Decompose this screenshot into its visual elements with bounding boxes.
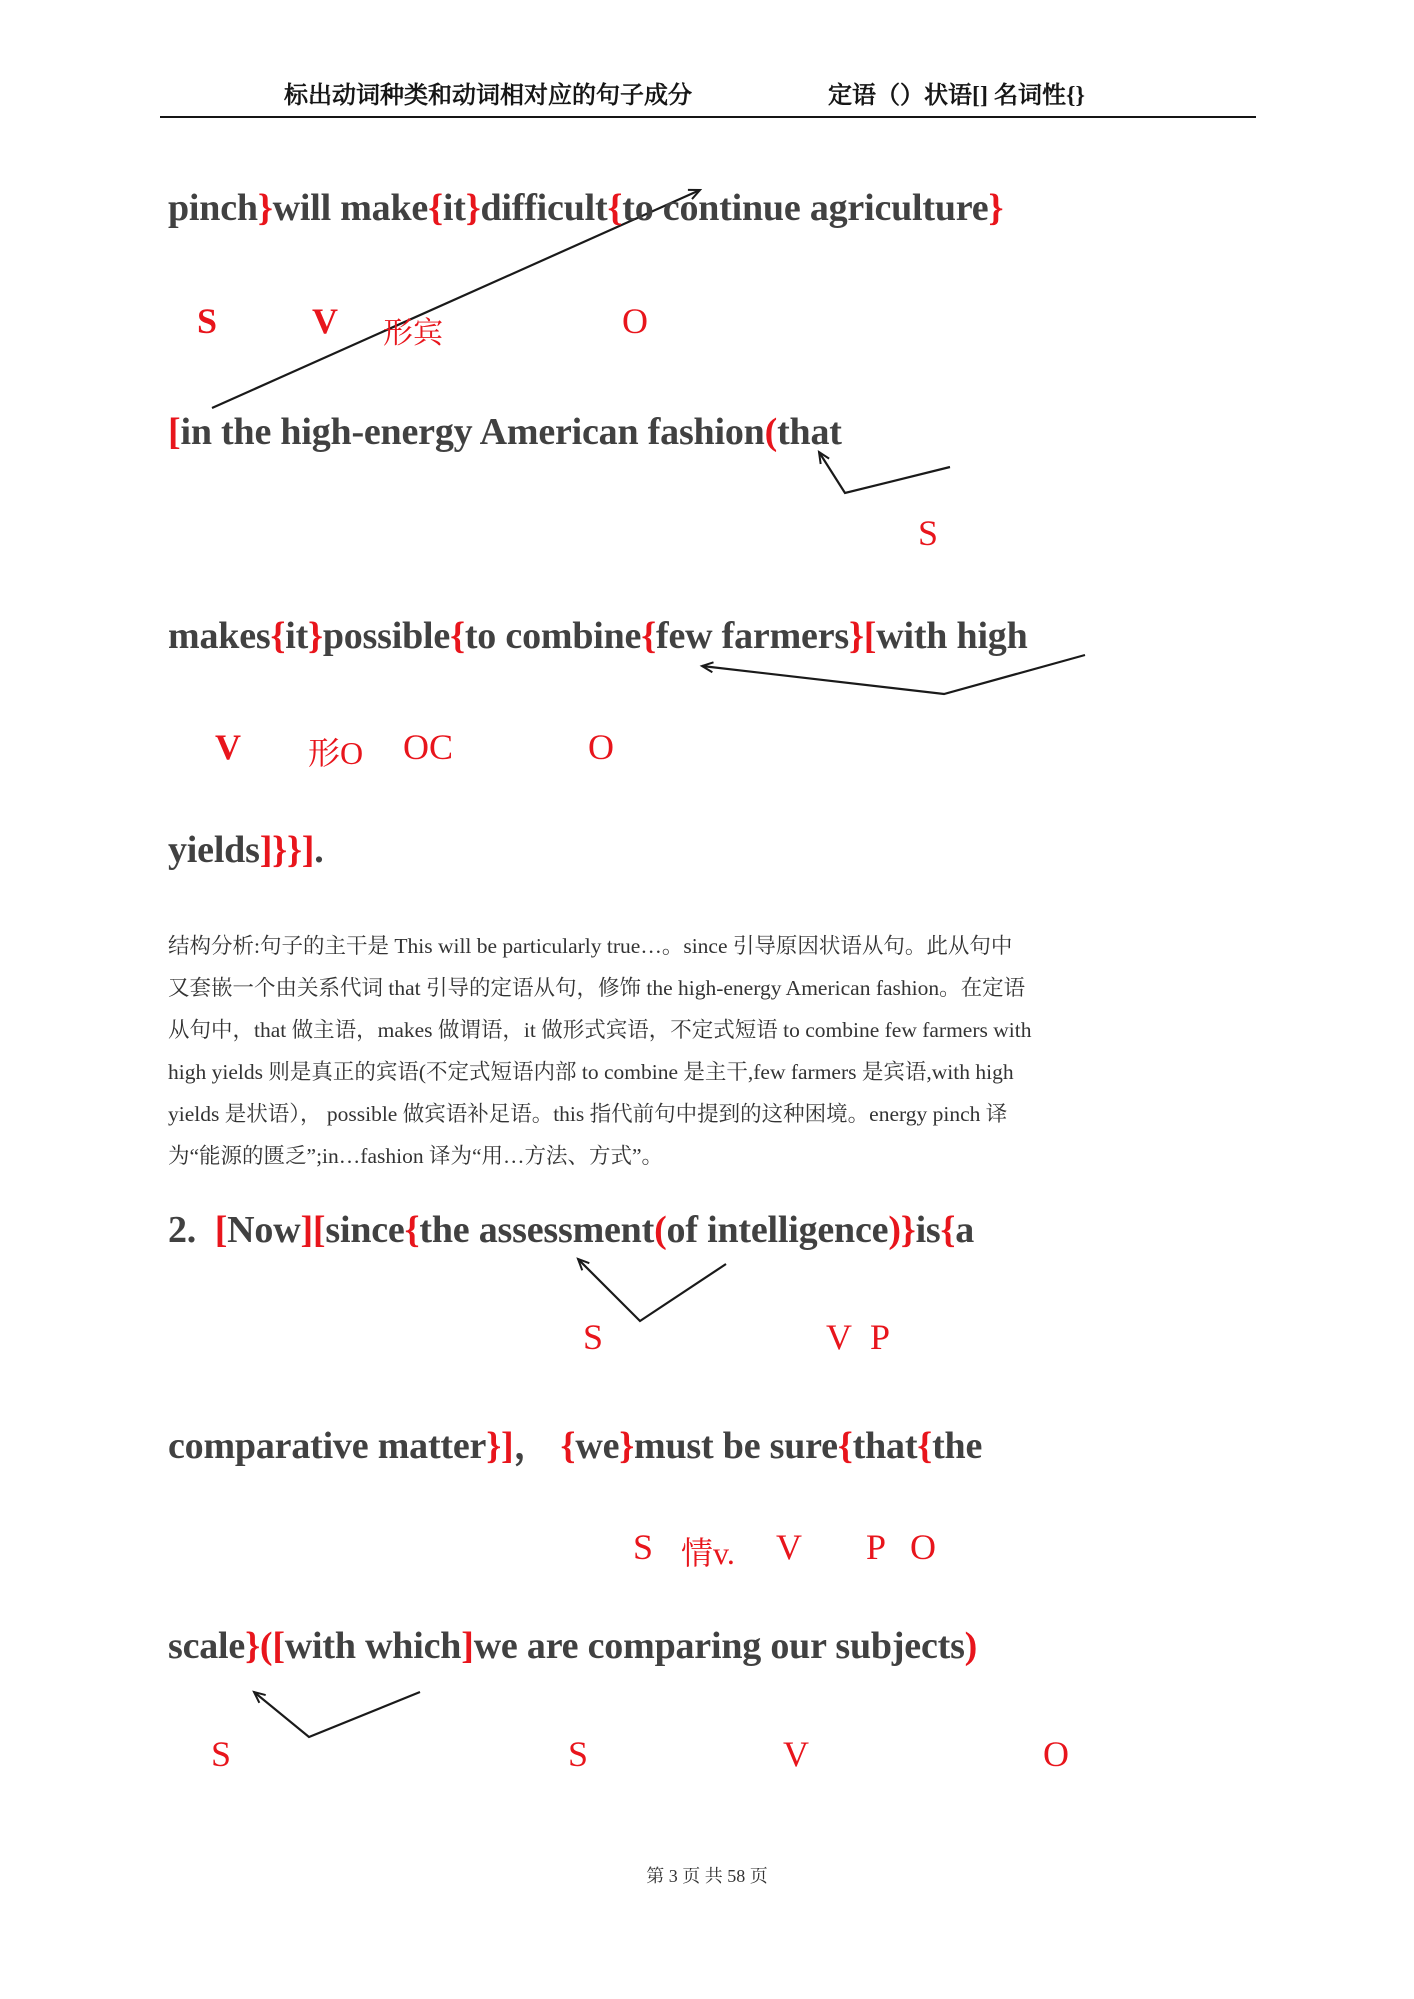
label-subject-5b: S bbox=[568, 1734, 589, 1774]
sentence-line-5 bbox=[168, 1208, 974, 1252]
text-segment: will make bbox=[272, 187, 429, 229]
label-subject-5a: S bbox=[211, 1734, 232, 1774]
label-verb-4: V bbox=[776, 1527, 802, 1567]
sentence-line-2 bbox=[168, 410, 842, 454]
text-segment: a bbox=[955, 1209, 975, 1251]
text-segment: ) bbox=[964, 1625, 978, 1667]
text-segment: }([ bbox=[245, 1625, 285, 1667]
analysis-line: yields 是状语）， possible 做宾语补足语。this 指代前句中提到的这种困境。energy pinch 译 bbox=[168, 1102, 1008, 1126]
text-segment: since bbox=[325, 1209, 405, 1251]
text-segment: } bbox=[465, 187, 481, 229]
text-segment: comparative matter bbox=[168, 1425, 487, 1467]
text-segment: pinch bbox=[168, 187, 258, 229]
label-verb-3: V bbox=[826, 1317, 852, 1357]
text-segment: is bbox=[915, 1209, 941, 1251]
text-segment: of intelligence bbox=[666, 1209, 889, 1251]
text-segment: } bbox=[257, 187, 273, 229]
text-segment: { bbox=[450, 615, 465, 657]
text-segment: } bbox=[308, 615, 323, 657]
text-segment: )} bbox=[888, 1209, 916, 1251]
label-subject-3: S bbox=[583, 1317, 604, 1357]
text-segment: } bbox=[848, 615, 864, 657]
page-number: 第 3 页 共 58 页 bbox=[646, 1866, 768, 1886]
text-segment: } bbox=[988, 187, 1004, 229]
text-segment: { bbox=[940, 1209, 956, 1251]
text-segment: it bbox=[442, 187, 466, 229]
text-segment: ] bbox=[461, 1625, 474, 1667]
text-segment: { bbox=[428, 187, 443, 229]
label-object-5: O bbox=[1043, 1734, 1069, 1774]
arrow-to-combine bbox=[702, 655, 1085, 694]
text-segment: 2. bbox=[168, 1209, 215, 1251]
text-segment: the bbox=[932, 1425, 983, 1467]
analysis-paragraph bbox=[168, 925, 1254, 1177]
text-segment: { bbox=[917, 1425, 933, 1467]
label-object-complement: OC bbox=[403, 727, 454, 767]
label-subject: S bbox=[197, 301, 218, 341]
sentence-line-6 bbox=[168, 1414, 982, 1469]
arrow-to-that bbox=[819, 452, 950, 493]
text-segment: { bbox=[560, 1425, 576, 1467]
arrow-to-scale bbox=[254, 1692, 420, 1737]
text-segment: [ bbox=[168, 411, 181, 453]
label-that-subject: S bbox=[918, 513, 939, 553]
text-segment: } bbox=[619, 1425, 635, 1467]
text-segment: { bbox=[607, 187, 623, 229]
sentence-line-3 bbox=[168, 614, 1028, 658]
sentence-line-4 bbox=[168, 828, 324, 872]
analysis-line: 又套嵌一个由关系代词 that 引导的定语从句，修饰 the high-energy American fashion。在定语 bbox=[168, 976, 1026, 1000]
page-header bbox=[160, 58, 1256, 118]
analysis-line: 为“能源的匮乏”;in…fashion 译为“用…方法、方式”。 bbox=[168, 1144, 664, 1168]
text-segment: that bbox=[852, 1425, 918, 1467]
text-segment: that bbox=[777, 411, 842, 453]
analysis-line: 从句中，that 做主语，makes 做谓语，it 做形式宾语，不定式短语 to combine few farmers with bbox=[168, 1018, 1032, 1042]
text-segment: [ bbox=[214, 1209, 228, 1251]
text-segment: difficult bbox=[480, 187, 608, 229]
text-segment: ( bbox=[764, 411, 778, 453]
analysis-line: 结构分析:句子的主干是 This will be particularly true…。since 引导原因状语从句。此从句中 bbox=[168, 934, 1013, 958]
label-object-4: O bbox=[910, 1527, 936, 1567]
text-segment: possible bbox=[322, 615, 451, 657]
text-segment: with which bbox=[284, 1625, 462, 1667]
text-segment: to combine bbox=[464, 615, 642, 657]
text-segment: { bbox=[837, 1425, 853, 1467]
sentence-line-7 bbox=[168, 1624, 977, 1668]
text-segment: { bbox=[641, 615, 656, 657]
label-formal-object-2: 形O bbox=[308, 735, 364, 771]
text-segment: we bbox=[575, 1425, 620, 1467]
arrow-to-assessment bbox=[578, 1259, 726, 1321]
label-subject-4: S bbox=[633, 1527, 654, 1567]
label-verb: V bbox=[312, 301, 338, 341]
text-segment: ， bbox=[513, 1425, 561, 1467]
text-segment: ]}}] bbox=[259, 829, 315, 871]
header-left-text: 标出动词种类和动词相对应的句子成分 bbox=[284, 83, 692, 109]
text-segment: with high bbox=[876, 615, 1028, 657]
text-segment: in the high-energy American fashion bbox=[180, 411, 765, 453]
text-segment: { bbox=[270, 615, 286, 657]
text-segment: . bbox=[314, 829, 324, 871]
text-segment: }] bbox=[486, 1425, 514, 1467]
label-verb-2: V bbox=[215, 727, 241, 767]
text-segment: [ bbox=[863, 615, 877, 657]
analysis-line: high yields 则是真正的宾语(不定式短语内部 to combine 是主干,few farmers 是宾语,with high bbox=[168, 1060, 1014, 1084]
text-segment: few farmers bbox=[656, 615, 849, 657]
text-segment: it bbox=[285, 615, 309, 657]
label-predicative-4: P bbox=[866, 1527, 887, 1567]
text-segment: we are comparing our subjects bbox=[473, 1625, 965, 1667]
label-verb-5: V bbox=[783, 1734, 809, 1774]
sentence-line-1 bbox=[168, 186, 1003, 230]
text-segment: { bbox=[404, 1209, 420, 1251]
label-object: O bbox=[622, 301, 648, 341]
text-segment: ][ bbox=[300, 1209, 326, 1251]
text-segment: the assessment bbox=[419, 1209, 655, 1251]
text-segment: ( bbox=[654, 1209, 667, 1251]
label-predicative-3: P bbox=[870, 1317, 891, 1357]
text-segment: scale bbox=[168, 1625, 246, 1667]
header-right-text: 定语（）状语[] 名词性{} bbox=[828, 83, 1085, 109]
label-object-2: O bbox=[588, 727, 614, 767]
label-formal-object: 形宾 bbox=[383, 317, 443, 350]
text-segment: makes bbox=[168, 615, 271, 657]
label-modal-verb: 情v. bbox=[681, 1535, 735, 1571]
text-segment: yields bbox=[168, 829, 260, 871]
text-segment: Now bbox=[227, 1209, 301, 1251]
text-segment: must be sure bbox=[634, 1425, 838, 1467]
text-segment: to continue agriculture bbox=[622, 187, 989, 229]
